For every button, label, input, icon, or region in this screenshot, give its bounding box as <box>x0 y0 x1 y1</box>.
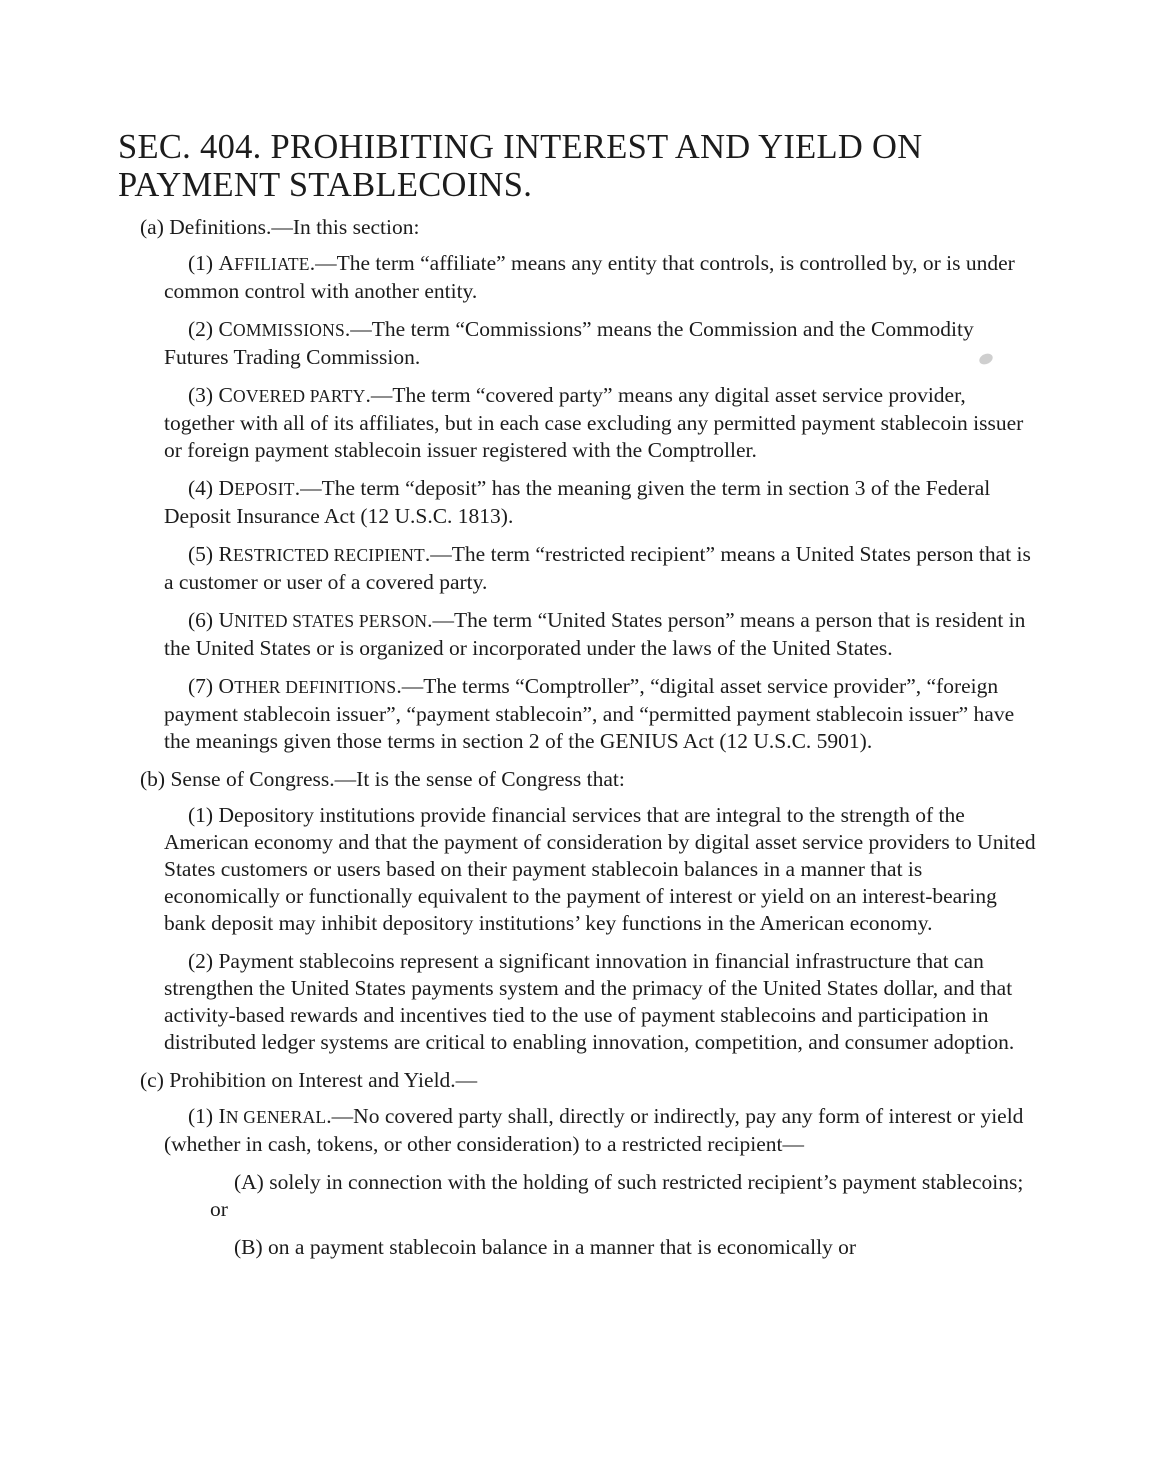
sense-paragraph-1: (1) Depository institutions provide financial services that are integral to the strength of the American economy and that the payment of consideration by digital asset service providers to United States customers or users based on their payment stablecoin balances in a manner that is economically or functionally equivalent to the payment of interest or yield on an interest-bearing bank deposit may inhibit depository institutions’ key functions in the American economy. <box>164 803 1036 935</box>
definition-affiliate: (1) AFFILIATE.—The term “affiliate” means any entity that controls, is controlled by, or is under common control with another entity. <box>164 251 1015 303</box>
definition-other-definitions: (7) OTHER DEFINITIONS.—The terms “Comptroller”, “digital asset service provider”, “foreign payment stablecoin issuer”, “payment stablecoin”, and “permitted payment stablecoin issuer” have the meanings given those terms in section 2 of the GENIUS Act (12 U.S.C. 5901). <box>164 674 1015 753</box>
prohibition-subitem-b: (B) on a payment stablecoin balance in a manner that is economically or <box>234 1235 857 1259</box>
document-page <box>118 128 1038 1272</box>
section-title-line-1: SEC. 404. PROHIBITING INTEREST AND YIELD ON <box>118 128 923 166</box>
definition-commissions: (2) COMMISSIONS.—The term “Commissions” means the Commission and the Commodity Futures Trading Commission. <box>164 317 974 369</box>
prohibition-in-general: (1) IN GENERAL.—No covered party shall, directly or indirectly, pay any form of interest or yield (whether in cash, tokens, or other consideration) to a restricted recipient— <box>164 1104 1024 1156</box>
section-title <box>118 128 1038 204</box>
subsection-c-heading: (c) Prohibition on Interest and Yield.— <box>140 1068 478 1092</box>
definition-covered-party: (3) COVERED PARTY.—The term “covered party” means any digital asset service provider, together with all of its affiliates, but in each case excluding any permitted payment stablecoin issuer or foreign payment stablecoin issuer registered with the Comptroller. <box>164 383 1024 462</box>
subsection-b-heading: (b) Sense of Congress.—It is the sense of Congress that: <box>140 767 625 791</box>
definition-united-states-person: (6) UNITED STATES PERSON.—The term “United States person” means a person that is resident in the United States or is organized or incorporated under the laws of the United States. <box>164 608 1026 660</box>
definition-deposit: (4) DEPOSIT.—The term “deposit” has the meaning given the term in section 3 of the Federal Deposit Insurance Act (12 U.S.C. 1813). <box>164 476 991 528</box>
sense-paragraph-2: (2) Payment stablecoins represent a significant innovation in financial infrastructure that can strengthen the United States payments system and the primacy of the United States dollar, and that activity-based rewards and incentives tied to the use of payment stablecoins and participation in distributed ledger systems are critical to enabling innovation, competition, and consumer adoption. <box>164 949 1015 1054</box>
prohibition-subitem-a: (A) solely in connection with the holding of such restricted recipient’s payment stablecoins; or <box>210 1170 1024 1221</box>
definition-restricted-recipient: (5) RESTRICTED RECIPIENT.—The term “restricted recipient” means a United States person that is a customer or user of a covered party. <box>164 542 1031 594</box>
subsection-a-heading: (a) Definitions.—In this section: <box>140 215 420 239</box>
section-title-line-2: PAYMENT STABLECOINS. <box>118 166 533 204</box>
